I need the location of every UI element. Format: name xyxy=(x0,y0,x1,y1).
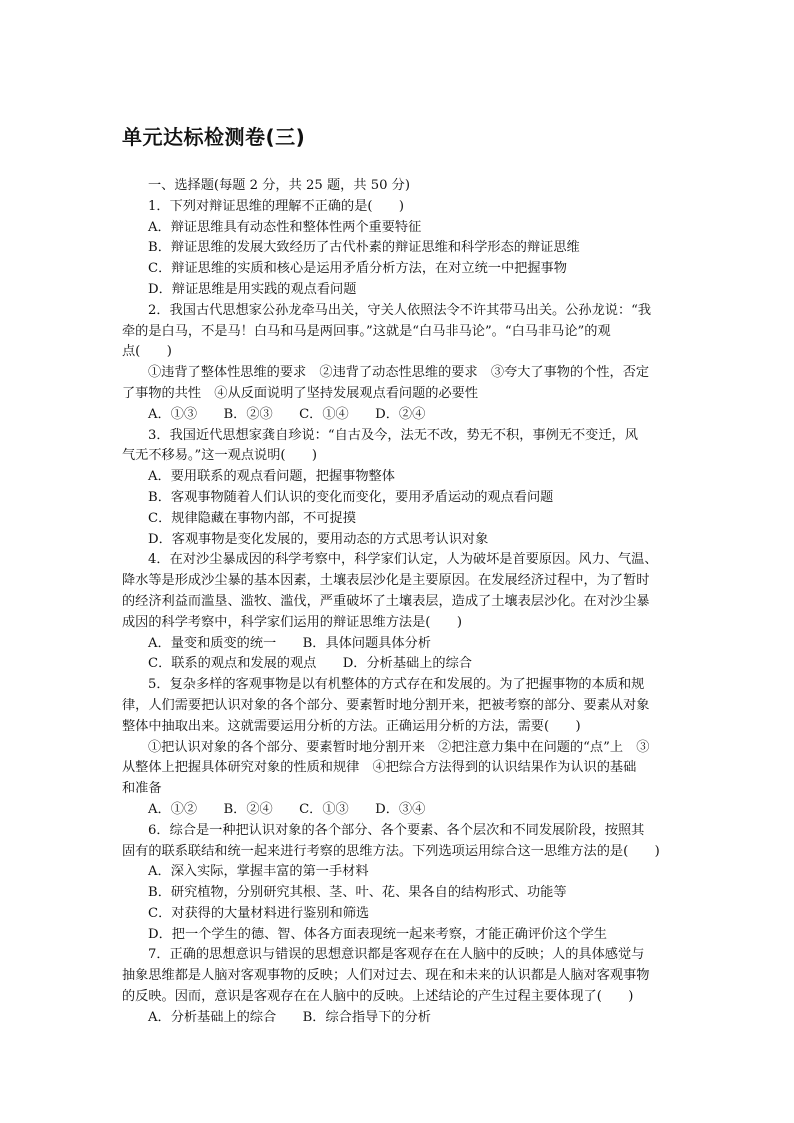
text-line: A．要用联系的观点看问题，把握事物整体 xyxy=(148,469,395,485)
text-line: A．量变和质变的统一 B．具体问题具体分析 xyxy=(148,635,431,651)
text-line: C．联系的观点和发展的观点 D．分析基础上的综合 xyxy=(148,656,472,672)
text-line: B．研究植物，分别研究其根、茎、叶、花、果各自的结构形式、功能等 xyxy=(148,885,567,901)
text-line: 整体中抽取出来。这就需要运用分析的方法。正确运用分析的方法，需要( ) xyxy=(122,718,581,734)
text-line: 成因的科学考察中，科学家们运用的辩证思维方法是( ) xyxy=(122,614,462,630)
text-line: A．①③ B．②③ C．①④ D．②④ xyxy=(148,406,426,422)
text-line: 和准备 xyxy=(122,781,162,797)
text-line: C．对获得的大量材料进行鉴别和筛选 xyxy=(148,905,370,921)
page-title: 单元达标检测卷(三) xyxy=(122,125,306,149)
text-line: A．深入实际，掌握丰富的第一手材料 xyxy=(148,864,369,880)
text-line: 1．下列对辩证思维的理解不正确的是( ) xyxy=(148,198,405,214)
text-line: 3．我国近代思想家龚自珍说：“自古及今，法无不改，势无不积，事例无不变迁，风 xyxy=(148,427,638,443)
text-line: 抽象思维都是人脑对客观事物的反映；人们对过去、现在和未来的认识都是人脑对客观事物 xyxy=(122,968,650,984)
text-line: 7．正确的思想意识与错误的思想意识都是客观存在在人脑中的反映；人的具体感觉与 xyxy=(148,947,645,963)
text-line: 的经济利益而滥垦、滥牧、滥伐，严重破坏了土壤表层，造成了土壤表层沙化。在对沙尘暴 xyxy=(122,593,650,609)
text-line: 5．复杂多样的客观事物是以有机整体的方式存在和发展的。为了把握事物的本质和规 xyxy=(148,677,645,693)
text-line: 了事物的共性 ④从反面说明了坚持发展观点看问题的必要性 xyxy=(122,385,479,401)
text-line: 一、选择题(每题 2 分，共 25 题，共 50 分) xyxy=(148,178,411,193)
text-line: A．辩证思维具有动态性和整体性两个重要特征 xyxy=(148,219,422,235)
text-line: 点( ) xyxy=(122,344,172,360)
text-line: C．规律隐藏在事物内部，不可捉摸 xyxy=(148,510,356,526)
text-line: 4．在对沙尘暴成因的科学考察中，科学家们认定，人为破坏是首要原因。风力、气温、 xyxy=(148,552,658,568)
text-line: 固有的联系联结和统一起来进行考察的思维方法。下列选项运用综合这一思维方法的是( ) xyxy=(122,843,660,859)
text-line: 牵的是白马，不是马！白马和马是两回事。”这就是“白马非马论”。“白马非马论”的观 xyxy=(122,323,611,339)
text-line: D．客观事物是变化发展的，要用动态的方式思考认识对象 xyxy=(148,531,489,547)
text-line: 律，人们需要把认识对象的各个部分、要素暂时地分割开来，把被考察的部分、要素从对象 xyxy=(122,697,650,713)
text-line: ①违背了整体性思维的要求 ②违背了动态性思维的要求 ③夸大了事物的个性，否定 xyxy=(148,365,650,381)
document-body xyxy=(122,176,674,1029)
text-line: C．辩证思维的实质和核心是运用矛盾分析方法，在对立统一中把握事物 xyxy=(148,261,567,277)
text-line: B．辩证思维的发展大致经历了古代朴素的辩证思维和科学形态的辩证思维 xyxy=(148,240,580,256)
text-line: D．辩证思维是用实践的观点看问题 xyxy=(148,281,357,297)
text-line: 从整体上把握具体研究对象的性质和规律 ④把综合方法得到的认识结果作为认识的基础 xyxy=(122,760,637,776)
text-line: 降水等是形成沙尘暴的基本因素，土壤表层沙化是主要原因。在发展经济过程中，为了暂时 xyxy=(122,573,650,589)
text-line: A．①② B．②④ C．①③ D．③④ xyxy=(148,801,426,817)
text-line: 的反映。因而，意识是客观存在在人脑中的反映。上述结论的产生过程主要体现了( ) xyxy=(122,989,634,1005)
text-line: D．把一个学生的德、智、体各方面表现统一起来考察，才能正确评价这个学生 xyxy=(148,926,607,942)
text-line: ①把认识对象的各个部分、要素暂时地分割开来 ②把注意力集中在问题的“点”上 ③ xyxy=(148,739,650,755)
text-line: 2．我国古代思想家公孙龙牵马出关，守关人依照法令不许其带马出关。公孙龙说：“我 xyxy=(148,302,652,318)
text-line: 气无不移易。”这一观点说明( ) xyxy=(122,448,318,464)
text-line: B．客观事物随着人们认识的变化而变化，要用矛盾运动的观点看问题 xyxy=(148,489,554,505)
text-line: A．分析基础上的综合 B．综合指导下的分析 xyxy=(148,1009,431,1025)
text-line: 6．综合是一种把认识对象的各个部分、各个要素、各个层次和不同发展阶段，按照其 xyxy=(148,822,645,838)
